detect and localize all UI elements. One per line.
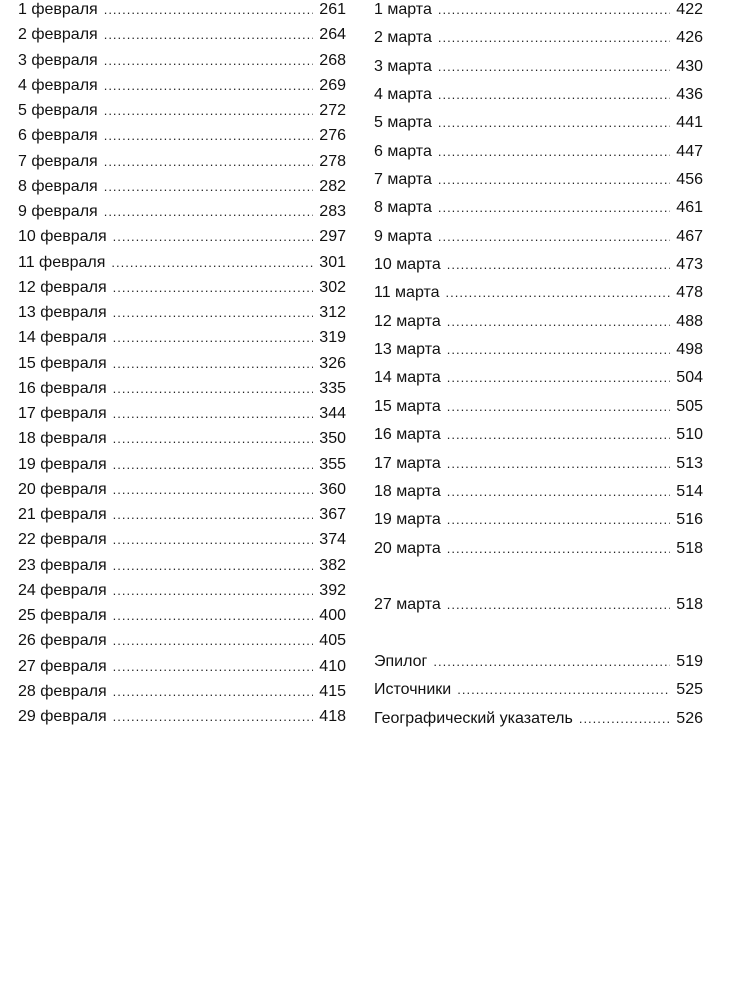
toc-entry-page-number: 519 <box>676 652 703 670</box>
toc-entry-page-number: 382 <box>319 556 346 574</box>
dot-leader <box>447 595 671 614</box>
toc-entry[interactable] <box>18 657 346 682</box>
dot-leader <box>433 652 670 671</box>
toc-entry-label: 15 марта <box>374 397 441 415</box>
toc-entry-page-number: 367 <box>319 506 346 523</box>
toc-entry-label: 4 марта <box>374 86 432 104</box>
toc-entry[interactable] <box>374 595 703 623</box>
toc-entry[interactable] <box>374 539 703 567</box>
toc-entry[interactable] <box>18 0 346 25</box>
toc-entry-label: 3 марта <box>374 57 432 75</box>
toc-entry-label: 17 марта <box>374 454 441 472</box>
toc-entry[interactable] <box>374 680 703 708</box>
toc-entry-page-number: 415 <box>319 682 346 700</box>
dot-leader <box>113 505 314 524</box>
toc-entry[interactable] <box>374 652 703 680</box>
toc-entry[interactable] <box>18 581 346 606</box>
dot-leader <box>113 631 314 650</box>
toc-group-back-matter <box>374 652 703 737</box>
toc-entry[interactable] <box>374 368 703 396</box>
toc-entry-label: Географический указатель <box>374 709 573 727</box>
dot-leader <box>111 253 313 272</box>
toc-entry-label: 9 февраля <box>18 203 98 220</box>
dot-leader <box>438 227 670 246</box>
toc-entry-label: 1 марта <box>374 1 432 18</box>
toc-entry-page-number: 514 <box>676 482 703 500</box>
toc-entry-label: 8 марта <box>374 199 432 217</box>
toc-entry-page-number: 473 <box>676 256 703 274</box>
toc-entry-label: 7 марта <box>374 171 432 189</box>
toc-entry-page-number: 526 <box>676 709 703 727</box>
toc-entry-label: 13 марта <box>374 341 441 359</box>
toc-entry[interactable] <box>374 170 703 198</box>
toc-entry-label: Эпилог <box>374 652 428 670</box>
toc-entry[interactable] <box>18 202 346 227</box>
dot-leader <box>113 227 314 246</box>
toc-entry[interactable] <box>18 379 346 404</box>
toc-entry-label: 6 февраля <box>18 127 98 145</box>
dot-leader <box>438 142 670 161</box>
toc-entry-label: 2 марта <box>374 29 432 47</box>
toc-entry-label: 2 февраля <box>18 26 98 44</box>
dot-leader <box>104 126 314 145</box>
toc-entry-page-number: 264 <box>319 26 346 44</box>
toc-entry-page-number: 335 <box>319 379 346 397</box>
toc-entry-page-number: 518 <box>676 539 703 557</box>
toc-entry-page-number: 268 <box>319 51 346 69</box>
toc-entry-label: 28 февраля <box>18 682 107 700</box>
toc-entry-page-number: 525 <box>676 681 703 699</box>
toc-entry[interactable] <box>18 556 346 581</box>
toc-entry[interactable] <box>374 397 703 425</box>
toc-entry-label: 24 февраля <box>18 581 107 599</box>
toc-entry-page-number: 505 <box>676 397 703 415</box>
toc-entry[interactable] <box>18 480 346 505</box>
toc-entry-page-number: 276 <box>319 127 346 145</box>
dot-leader <box>446 283 671 302</box>
dot-leader <box>104 51 314 70</box>
toc-entry[interactable] <box>18 25 346 50</box>
toc-entry-label: 11 марта <box>374 284 440 302</box>
toc-entry-label: 26 февраля <box>18 632 107 650</box>
toc-entry-page-number: 355 <box>319 455 346 473</box>
toc-entry-page-number: 261 <box>319 1 346 18</box>
dot-leader <box>104 25 314 44</box>
dot-leader <box>447 340 671 359</box>
dot-leader <box>438 57 670 76</box>
toc-entry[interactable] <box>18 177 346 202</box>
toc-entry-page-number: 516 <box>676 511 703 529</box>
toc-entry[interactable] <box>18 429 346 454</box>
toc-entry-page-number: 301 <box>319 253 346 271</box>
toc-entry[interactable] <box>18 253 346 278</box>
toc-entry-page-number: 297 <box>319 228 346 246</box>
dot-leader <box>447 510 671 529</box>
toc-entry[interactable] <box>18 51 346 76</box>
toc-entry[interactable] <box>18 278 346 303</box>
toc-entry-label: 19 марта <box>374 511 441 529</box>
toc-entry[interactable] <box>18 455 346 480</box>
toc-entry-page-number: 278 <box>319 152 346 170</box>
toc-entry-page-number: 360 <box>319 480 346 498</box>
toc-entry-page-number: 504 <box>676 369 703 387</box>
toc-entry[interactable] <box>374 113 703 141</box>
dot-leader <box>113 379 314 398</box>
toc-entry-page-number: 441 <box>676 114 703 132</box>
toc-spacer <box>374 624 703 652</box>
dot-leader <box>113 278 314 297</box>
toc-entry-label: 18 марта <box>374 482 441 500</box>
toc-group-march <box>374 0 703 567</box>
toc-entry-label: 5 марта <box>374 114 432 132</box>
toc-entry-page-number: 272 <box>319 102 346 119</box>
toc-entry-label: 27 марта <box>374 596 441 614</box>
toc-entry[interactable] <box>18 404 346 429</box>
toc-entry-page-number: 319 <box>319 329 346 347</box>
toc-entry[interactable] <box>374 28 703 56</box>
toc-entry[interactable] <box>374 425 703 453</box>
toc-entry-page-number: 302 <box>319 278 346 296</box>
toc-entry-label: 12 марта <box>374 312 441 330</box>
toc-entry[interactable] <box>18 606 346 631</box>
toc-entry[interactable] <box>18 707 346 732</box>
toc-entry-label: 23 февраля <box>18 556 107 574</box>
toc-entry-page-number: 426 <box>676 29 703 47</box>
dot-leader <box>438 170 670 189</box>
toc-spacer <box>374 567 703 595</box>
toc-entry-page-number: 456 <box>676 171 703 189</box>
dot-leader <box>438 198 670 217</box>
toc-column-march <box>374 0 703 737</box>
dot-leader <box>104 202 314 221</box>
toc-entry-label: 16 марта <box>374 426 441 444</box>
dot-leader <box>104 101 314 120</box>
toc-entry[interactable] <box>18 530 346 555</box>
toc-entry-label: 29 февраля <box>18 708 107 725</box>
dot-leader <box>438 113 670 132</box>
toc-entry-page-number: 405 <box>319 632 346 650</box>
toc-entry-page-number: 283 <box>319 203 346 220</box>
toc-entry[interactable] <box>374 57 703 85</box>
toc-entry-page-number: 518 <box>676 596 703 614</box>
toc-entry-page-number: 488 <box>676 312 703 330</box>
dot-leader <box>447 425 671 444</box>
toc-entry-page-number: 422 <box>676 1 703 18</box>
toc-entry[interactable] <box>18 101 346 126</box>
toc-entry-page-number: 510 <box>676 426 703 444</box>
toc-entry-label: 3 февраля <box>18 51 98 69</box>
toc-entry[interactable] <box>18 631 346 656</box>
toc-entry-page-number: 392 <box>319 581 346 599</box>
toc-entry[interactable] <box>18 505 346 530</box>
toc-entry-label: 15 февраля <box>18 354 107 372</box>
dot-leader <box>438 85 670 104</box>
toc-entry-page-number: 478 <box>676 284 703 302</box>
toc-entry-page-number: 312 <box>319 304 346 321</box>
toc-entry[interactable] <box>18 682 346 707</box>
toc-entry-label: 27 февраля <box>18 657 107 675</box>
toc-entry-page-number: 436 <box>676 86 703 104</box>
toc-entry[interactable] <box>374 227 703 255</box>
toc-entry-label: Источники <box>374 681 452 699</box>
toc-entry-label: 12 февраля <box>18 278 107 296</box>
dot-leader <box>113 556 314 575</box>
toc-entry-label: 10 февраля <box>18 228 107 246</box>
dot-leader <box>113 455 314 474</box>
dot-leader <box>457 680 670 699</box>
dot-leader <box>113 682 314 701</box>
dot-leader <box>113 404 314 423</box>
toc-entry-page-number: 400 <box>319 607 346 624</box>
toc-entry-label: 13 февраля <box>18 304 107 321</box>
toc-entry[interactable] <box>374 482 703 510</box>
toc-entry-label: 14 марта <box>374 369 441 387</box>
dot-leader <box>104 152 314 171</box>
dot-leader <box>447 255 671 274</box>
toc-entry-page-number: 282 <box>319 177 346 195</box>
toc-entry-page-number: 430 <box>676 57 703 75</box>
toc-entry-label: 20 марта <box>374 539 441 557</box>
toc-entry-page-number: 326 <box>319 354 346 372</box>
toc-entry[interactable] <box>18 227 346 252</box>
toc-entry-label: 4 февраля <box>18 76 98 94</box>
toc-entry[interactable] <box>18 328 346 353</box>
dot-leader <box>113 303 314 322</box>
toc-entry[interactable] <box>374 340 703 368</box>
toc-group-late-march <box>374 595 703 623</box>
dot-leader <box>104 177 314 196</box>
toc-entry-label: 25 февраля <box>18 607 107 624</box>
dot-leader <box>113 328 314 347</box>
toc-entry-page-number: 418 <box>319 708 346 725</box>
toc-entry-label: 20 февраля <box>18 480 107 498</box>
toc-entry-label: 5 февраля <box>18 102 98 119</box>
toc-entry[interactable] <box>374 255 703 283</box>
dot-leader <box>447 312 671 331</box>
toc-entry-page-number: 513 <box>676 454 703 472</box>
toc-entry-page-number: 447 <box>676 142 703 160</box>
toc-entry-label: 6 марта <box>374 142 432 160</box>
toc-entry-label: 7 февраля <box>18 152 98 170</box>
toc-entry-label: 11 февраля <box>18 253 106 271</box>
toc-entry-page-number: 498 <box>676 341 703 359</box>
toc-entry-label: 21 февраля <box>18 506 107 523</box>
toc-entry-label: 9 марта <box>374 227 432 245</box>
toc-entry[interactable] <box>374 85 703 113</box>
dot-leader <box>113 657 314 676</box>
dot-leader <box>113 581 314 600</box>
toc-entry[interactable] <box>18 76 346 101</box>
toc-entry-label: 1 февраля <box>18 1 98 18</box>
dot-leader <box>447 397 671 416</box>
dot-leader <box>113 530 314 549</box>
toc-entry[interactable] <box>18 126 346 151</box>
toc-entry-label: 8 февраля <box>18 177 98 195</box>
dot-leader <box>579 709 670 728</box>
toc-entry-page-number: 350 <box>319 430 346 448</box>
toc-entry[interactable] <box>18 354 346 379</box>
toc-entry-label: 14 февраля <box>18 329 107 347</box>
dot-leader <box>104 76 314 95</box>
toc-entry-label: 16 февраля <box>18 379 107 397</box>
toc-entry[interactable] <box>18 152 346 177</box>
dot-leader <box>447 539 671 558</box>
toc-entry[interactable] <box>374 142 703 170</box>
dot-leader <box>113 606 314 625</box>
toc-entry[interactable] <box>374 454 703 482</box>
toc-entry-page-number: 410 <box>319 657 346 675</box>
toc-entry-page-number: 269 <box>319 76 346 94</box>
dot-leader <box>438 28 670 47</box>
toc-entry[interactable] <box>374 510 703 538</box>
toc-entry-label: 18 февраля <box>18 430 107 448</box>
dot-leader <box>113 707 314 726</box>
dot-leader <box>447 454 671 473</box>
toc-entry[interactable] <box>374 709 703 737</box>
dot-leader <box>104 0 314 19</box>
toc-entry-page-number: 461 <box>676 199 703 217</box>
toc-entry-label: 22 февраля <box>18 531 107 549</box>
toc-entry[interactable] <box>374 0 703 28</box>
toc-entry-label: 17 февраля <box>18 405 107 422</box>
toc-entry[interactable] <box>18 303 346 328</box>
toc-entry-page-number: 467 <box>676 227 703 245</box>
toc-entry-page-number: 374 <box>319 531 346 549</box>
dot-leader <box>447 368 671 387</box>
dot-leader <box>113 480 314 499</box>
toc-entry[interactable] <box>374 283 703 311</box>
toc-entry[interactable] <box>374 198 703 226</box>
dot-leader <box>113 429 314 448</box>
dot-leader <box>447 482 671 501</box>
toc-entry[interactable] <box>374 312 703 340</box>
dot-leader <box>438 0 670 19</box>
toc-entry-label: 10 марта <box>374 256 441 274</box>
toc-entry-label: 19 февраля <box>18 455 107 473</box>
toc-column-february <box>18 0 346 732</box>
dot-leader <box>113 354 314 373</box>
toc-entry-page-number: 344 <box>319 405 346 422</box>
